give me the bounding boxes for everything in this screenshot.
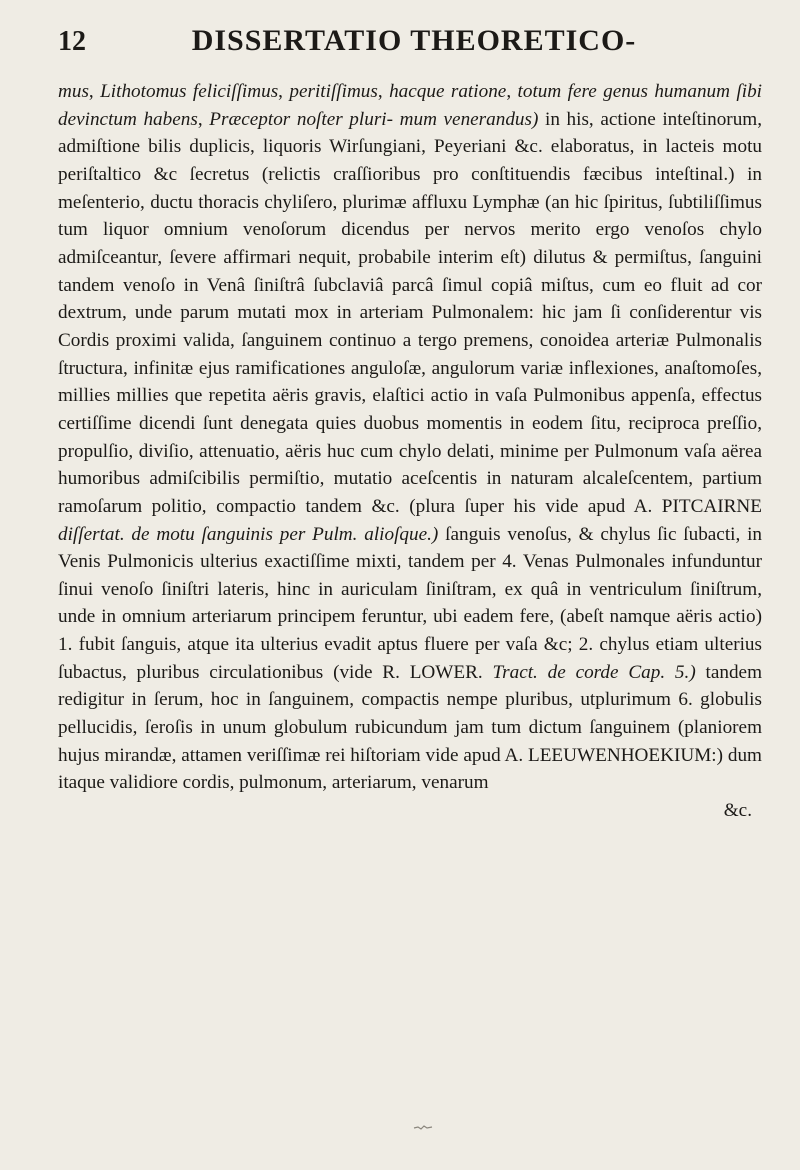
text-italic: Præceptor noſter pluri- mum venerandus) bbox=[209, 108, 539, 130]
text-roman: , bbox=[377, 81, 390, 102]
text-italic: diſſertat. de motu ſanguinis per Pulm. alioſque.) bbox=[58, 523, 439, 545]
text-roman: , bbox=[278, 81, 290, 102]
text-roman: , bbox=[506, 81, 518, 102]
catchword: &c. bbox=[723, 800, 752, 822]
text-italic: mus bbox=[58, 81, 89, 102]
running-title: DISSERTATIO THEORETICO- bbox=[191, 24, 637, 57]
printer-mark-icon bbox=[412, 1123, 434, 1131]
text-roman: tandem redigitur in ſerum, hoc in ſanguinem, compactis nempe pluribus, utplurimum 6. globulis pellucidis, ſeroſis in unum globulum rubicundum jam tum dictum ſanguinem (planiorem hujus mirandæ, attamen veriſſimæ rei hiſtoriam vide apud A. LEEUWENHOEKIUM:) dum itaque validiore cordis, pulmonum, arteriarum, venarum bbox=[58, 661, 762, 794]
text-roman: ſanguis venoſus, & chylus ſic ſubacti, in Venis Pulmonicis ulterius exactiſſime mixti, tandem per 4. Venas Pulmonales infunduntur ſinui venoſo ſiniſtri lateris, hinc in auriculam ſiniſtram, ex quâ in ventriculum ſiniſtrum, unde in omnium arteriarum principem feruntur, ubi eadem fere, (abeſt namque aëris actio) 1. fubit ſanguis, atque ita ulterius evadit aptus fluere per vaſa &c; 2. chylus etiam ulterius ſubactus, pluribus circulationibus (vide R. LOWER. bbox=[58, 523, 763, 683]
text-italic: Lithotomus feliciſſimus bbox=[100, 81, 279, 102]
text-italic: peritiſſimus bbox=[289, 81, 378, 102]
text-italic: hacque ratione bbox=[389, 81, 507, 102]
page-header bbox=[58, 24, 762, 64]
page-number: 12 bbox=[58, 26, 86, 57]
body-paragraph bbox=[58, 78, 762, 797]
text-italic: totum fere genus humanum ſibi devinctum habens bbox=[58, 81, 762, 130]
text-roman: , bbox=[197, 108, 210, 130]
text-roman: , bbox=[88, 81, 101, 102]
text-roman: in his, actione inteſtinorum, admiſtione bilis duplicis, liquoris Wirſungiani, Peyeriani &c. elaboratus, in lacteis motu periſtaltico &c ſecretus (relictis craſſioribus pro conſtituendis fæcibus inteſtinal.) in meſenterio, ductu thoracis chyliſero, plurimæ affluxu Lymphæ (an hic ſpiritus, ſubtiliſſimus tum liquor omnium venoſorum dicendus per nervos merito ergo venoſos chylo admiſceantur, ſevere affirmari nequit, probabile interim eſt) dilutus & permiſtus, ſanguini tandem venoſo in Venâ ſiniſtrâ ſubclaviâ parcâ ſimul copiâ miſtus, cum eo fluit ad cor dextrum, unde parum mutati mox in arteriam Pulmonalem: hic jam ſi conſiderentur vis Cordis proximi valida, ſanguinem continuo a tergo premens, conoidea arteriæ Pulmonalis ſtructura, infinitæ ejus ramificationes anguloſæ, angulorum variæ inflexiones, anaſtomoſes, millies millies que repetita aëris gravis, elaſtici actio in vaſa Pulmonibus appenſa, effectus certiſſime dicendi ſunt denegata quies duobus momentis in eodem ſitu, reciproca preſſio, propulſio, diviſio, attenuatio, aëris huc cum chylo delati, minime per Pulmonum vaſa aërea humoribus admiſcibilis permiſtio, mutatio aceſcentis in naturam alcaleſcentem, partium ramoſarum politio, compactio tandem &c. (plura ſuper his vide apud A. PITCAIRNE bbox=[58, 108, 763, 517]
text-italic: Tract. de corde Cap. 5.) bbox=[492, 661, 696, 683]
